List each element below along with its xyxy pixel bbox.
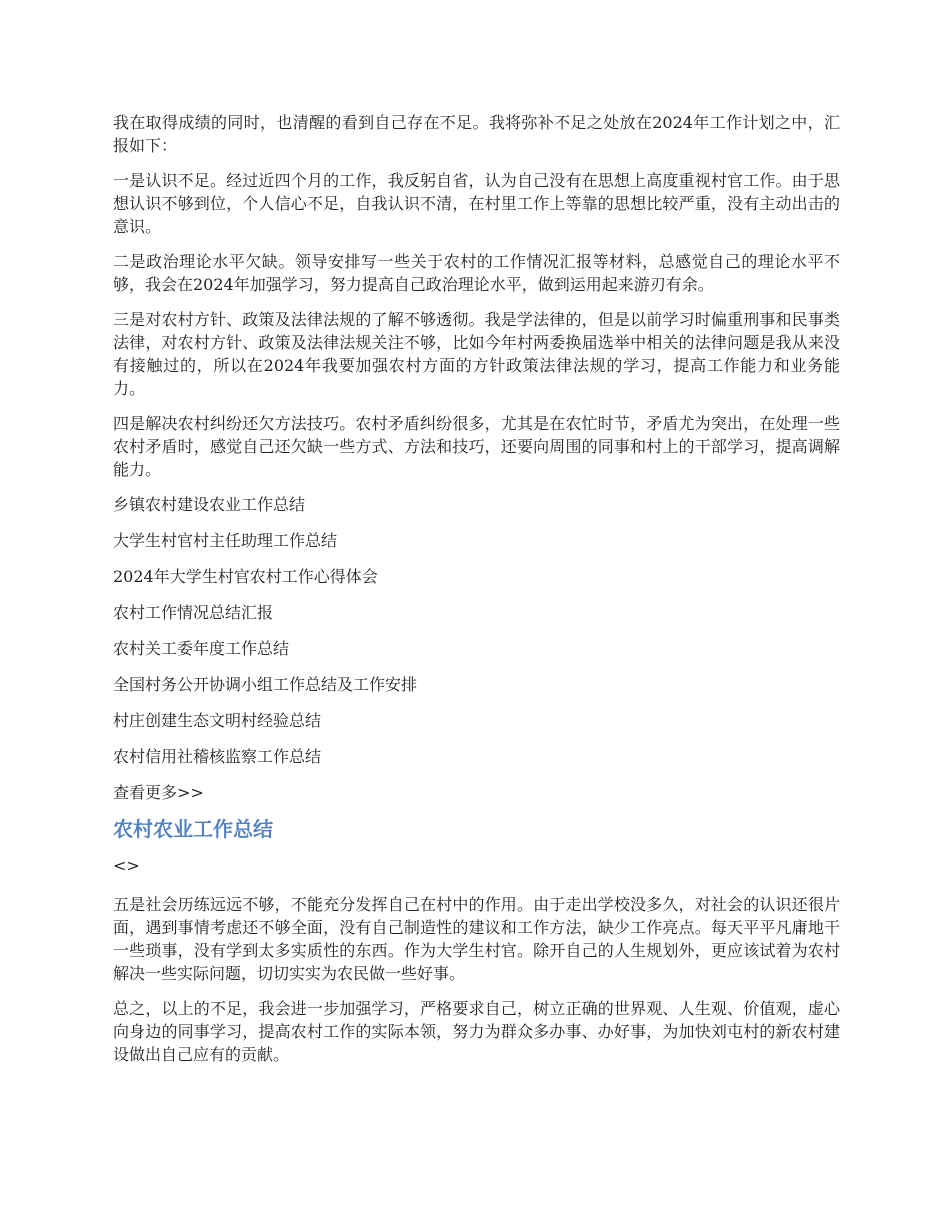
related-link-6[interactable]: 全国村务公开协调小组工作总结及工作安排 xyxy=(113,675,418,694)
related-link-8[interactable]: 农村信用社稽核监察工作总结 xyxy=(113,747,322,766)
related-link-1[interactable]: 乡镇农村建设农业工作总结 xyxy=(113,495,306,514)
section-heading: 农村农业工作总结 xyxy=(113,817,273,841)
related-link-2[interactable]: 大学生村官村主任助理工作总结 xyxy=(113,531,338,550)
section-marker: <> xyxy=(113,856,140,875)
intro-paragraph-2: 一是认识不足。经过近四个月的工作，我反躬自省，认为自己没有在思想上高度重视村官工作。由于思想认识不够到位，个人信心不足，自我认识不清，在村里工作上等靠的思想比较严重，没有主动出击的意识。 xyxy=(113,171,840,236)
section-paragraph-2: 总之，以上的不足，我会进一步加强学习，严格要求自己，树立正确的世界观、人生观、价值观，虚心向身边的同事学习，提高农村工作的实际本领，努力为群众多办事、办好事，为加快刘屯村的新农村建设做出自己应有的贡献。 xyxy=(113,999,840,1064)
view-more-link[interactable]: 查看更多>> xyxy=(113,783,204,802)
intro-paragraph-4: 三是对农村方针、政策及法律法规的了解不够透彻。我是学法律的，但是以前学习时偏重刑事和民事类法律，对农村方针、政策及法律法规关注不够，比如今年村两委换届选举中相关的法律问题是我从来没有接触过的，所以在2024年我要加强农村方面的方针政策法律法规的学习，提高工作能力和业务能力。 xyxy=(113,310,840,398)
related-link-4[interactable]: 农村工作情况总结汇报 xyxy=(113,603,274,622)
related-link-3[interactable]: 2024年大学生村官农村工作心得体会 xyxy=(113,567,378,586)
intro-paragraph-1: 我在取得成绩的同时，也清醒的看到自己存在不足。我将弥补不足之处放在2024年工作计划之中，汇报如下： xyxy=(113,113,840,155)
related-link-7[interactable]: 村庄创建生态文明村经验总结 xyxy=(113,711,322,730)
related-link-5[interactable]: 农村关工委年度工作总结 xyxy=(113,639,290,658)
related-links-list xyxy=(113,493,840,768)
intro-paragraph-3: 二是政治理论水平欠缺。领导安排写一些关于农村的工作情况汇报等材料，总感觉自己的理论水平不够，我会在2024年加强学习，努力提高自己政治理论水平，做到运用起来游刃有余。 xyxy=(113,252,840,294)
intro-paragraph-5: 四是解决农村纠纷还欠方法技巧。农村矛盾纠纷很多，尤其是在农忙时节，矛盾尤为突出，在处理一些农村矛盾时，感觉自己还欠缺一些方式、方法和技巧，还要向周围的同事和村上的干部学习，提高调解能力。 xyxy=(113,414,840,479)
section-paragraph-1: 五是社会历练远远不够，不能充分发挥自己在村中的作用。由于走出学校没多久，对社会的认识还很片面，遇到事情考虑还不够全面，没有自己制造性的建议和工作方法，缺少工作亮点。每天平平凡庸地干一些琐事，没有学到太多实质性的东西。作为大学生村官。除开自己的人生规划外，更应该试着为农村解决一些实际问题，切切实实为农民做一些好事。 xyxy=(113,895,840,983)
document-page xyxy=(113,111,840,1078)
